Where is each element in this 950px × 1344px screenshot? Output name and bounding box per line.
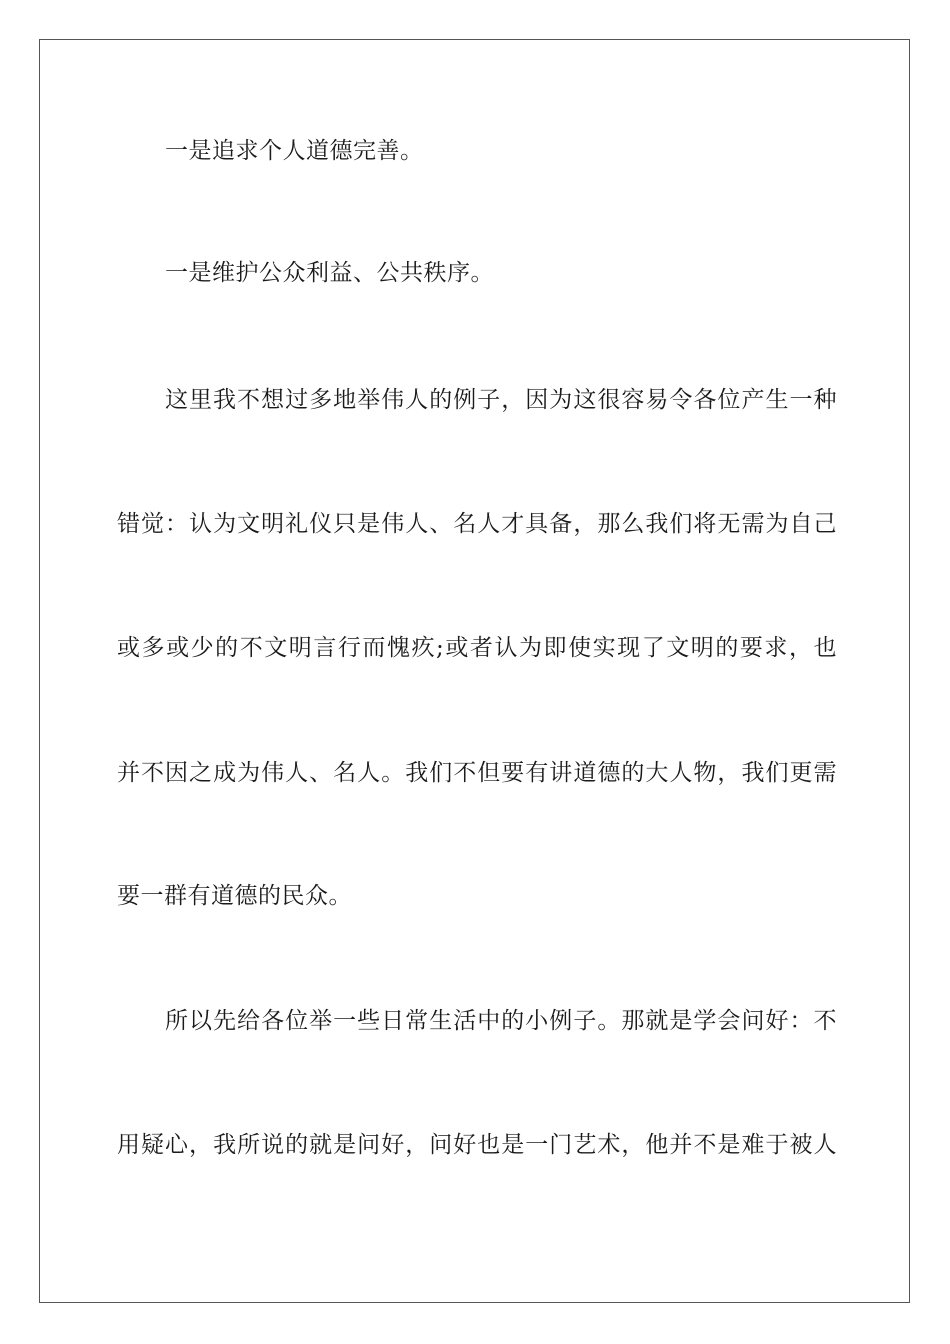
paragraph-line-1: 一是追求个人道德完善。: [165, 138, 424, 164]
paragraph-line-8: 所以先给各位举一些日常生活中的小例子。那就是学会问好：不: [165, 1008, 837, 1034]
page-border: [39, 39, 910, 1303]
paragraph-line-2: 一是维护公众利益、公共秩序。: [165, 260, 494, 286]
paragraph-line-4: 错觉：认为文明礼仪只是伟人、名人才具备，那么我们将无需为自己: [117, 511, 837, 537]
paragraph-line-7: 要一群有道德的民众。: [117, 883, 352, 909]
paragraph-line-9: 用疑心，我所说的就是问好，问好也是一门艺术，他并不是难于被人: [117, 1132, 837, 1158]
paragraph-line-3: 这里我不想过多地举伟人的例子，因为这很容易令各位产生一种: [165, 387, 837, 413]
paragraph-line-6: 并不因之成为伟人、名人。我们不但要有讲道德的大人物，我们更需: [117, 760, 837, 786]
paragraph-line-5: 或多或少的不文明言行而愧疚;或者认为即使实现了文明的要求，也: [117, 635, 837, 661]
